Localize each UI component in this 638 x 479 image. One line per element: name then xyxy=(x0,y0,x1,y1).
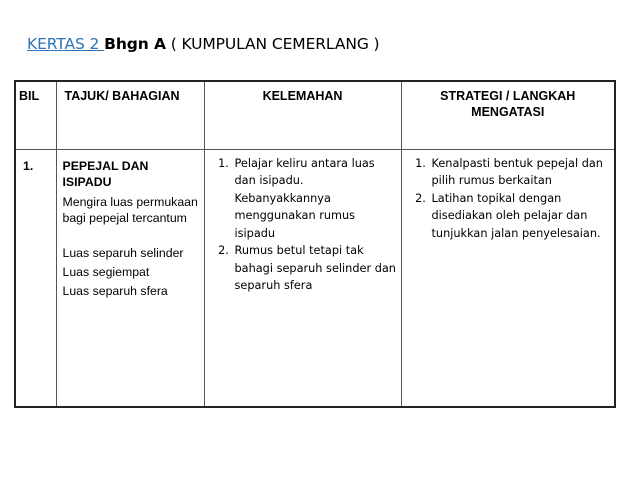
strategy-list-wrap xyxy=(402,150,615,243)
heading-section: Bhgn A xyxy=(104,35,166,53)
weakness-list xyxy=(209,155,397,295)
row-strategy-cell xyxy=(401,149,615,407)
list-item: 2. Rumus betul tetapi tak bahagi separuh selinder dan separuh sfera xyxy=(233,242,397,295)
table-row xyxy=(15,149,615,407)
topic-title xyxy=(63,158,200,190)
heading-group: ( KUMPULAN CEMERLANG ) xyxy=(165,35,380,53)
topic-item: Luas separuh selinder xyxy=(62,245,184,260)
row-weakness-cell xyxy=(204,149,401,407)
header-strategi xyxy=(401,81,615,149)
analysis-table xyxy=(14,80,616,408)
weakness-list-wrap xyxy=(205,150,401,295)
topic-item: Mengira luas permukaan bagi pepejal tercantum xyxy=(62,194,198,225)
header-bil xyxy=(15,81,56,149)
page-heading xyxy=(27,35,380,53)
topic-spacer xyxy=(63,229,200,245)
header-bil-label: BIL xyxy=(19,89,40,103)
heading-link[interactable]: KERTAS 2 xyxy=(27,35,105,53)
header-tajuk xyxy=(56,81,204,149)
strategy-list xyxy=(406,155,611,243)
topic-item: Luas segiempat xyxy=(62,264,150,279)
header-strategi-line1: STRATEGI / LANGKAH xyxy=(440,89,576,103)
topic-title-line1: PEPEJAL DAN xyxy=(62,158,149,173)
header-strategi-cell xyxy=(402,82,615,119)
row-topic xyxy=(57,150,204,299)
row-number: 1. xyxy=(23,158,34,173)
header-strategi-line2: MENGATASI xyxy=(471,105,545,119)
list-item: 1. Kenalpasti bentuk pepejal dan pilih rumus berkaitan xyxy=(430,155,611,190)
topic-title-line2: ISIPADU xyxy=(62,174,112,189)
header-kelemahan xyxy=(204,81,401,149)
list-item: 2. Latihan topikal dengan disediakan oleh pelajar dan tunjukkan jalan penyelesaian. xyxy=(430,190,611,243)
row-number-cell xyxy=(15,149,56,407)
header-tajuk-label: TAJUK/ BAHAGIAN xyxy=(64,89,180,103)
topic-item: Luas separuh sfera xyxy=(62,283,168,298)
header-kelemahan-label: KELEMAHAN xyxy=(262,89,343,103)
list-item: 1. Pelajar keliru antara luas dan isipadu. Kebanyakkannya menggunakan rumus isipadu xyxy=(233,155,397,243)
row-topic-cell xyxy=(56,149,204,407)
table-header-row xyxy=(15,81,615,149)
